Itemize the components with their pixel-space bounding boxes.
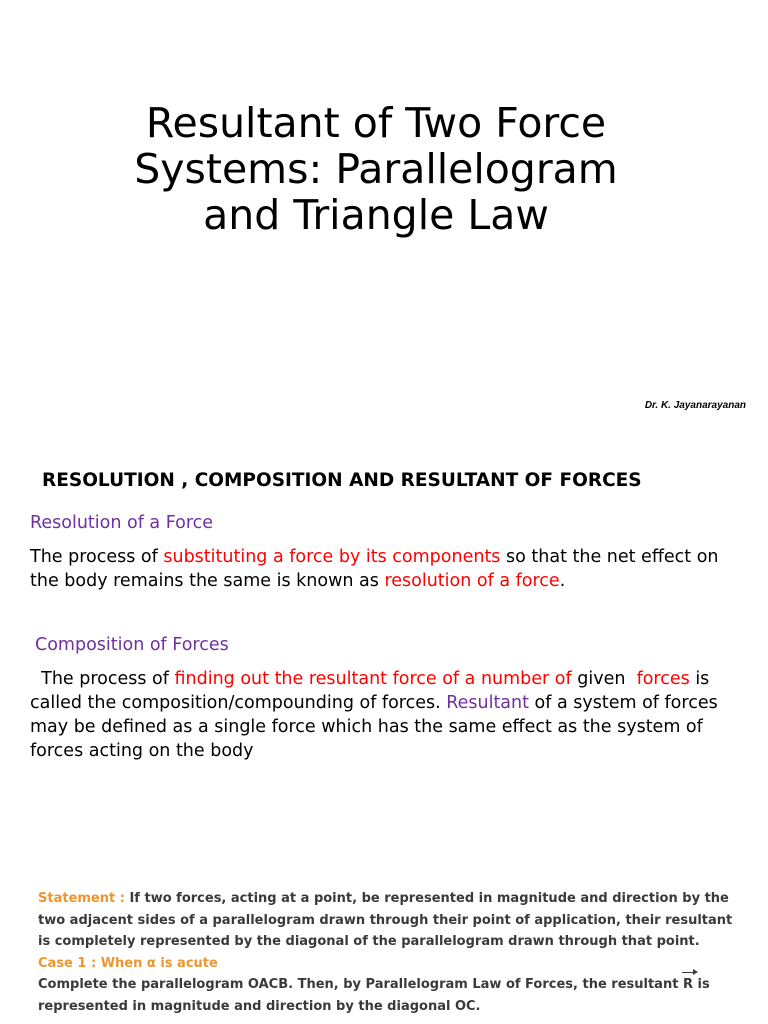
statement-text: If two forces, acting at a point, be represented in magnitude and direction by the two adjacent sides of a parallelogram drawn through their point of application, their resultant is completely represented by the diagonal of the parallelogram drawn through that point. [38, 891, 733, 949]
title-line-2: Systems: Parallelogram [134, 145, 618, 193]
composition-highlight-3: Resultant [446, 693, 529, 713]
vector-r-symbol: R [683, 974, 693, 996]
resolution-text-3: . [559, 571, 566, 591]
resolution-paragraph [30, 545, 750, 593]
composition-highlight-2: forces [636, 669, 690, 689]
composition-text-3: is called the composition/compounding of forces. [30, 669, 710, 713]
parallelogram-law-excerpt [38, 888, 738, 1024]
composition-text-2: given [571, 669, 637, 689]
law-statement [38, 888, 738, 953]
section-heading: RESOLUTION , COMPOSITION AND RESULTANT OF FORCES [42, 470, 642, 491]
law-complete-text [38, 974, 738, 1017]
resolution-title: Resolution of a Force [30, 513, 214, 533]
resolution-highlight-2: resolution of a force [384, 571, 560, 591]
resolution-text-1: The process of [30, 547, 164, 567]
slide-title [0, 100, 752, 238]
case-label: Case 1 : When α is acute [38, 955, 218, 971]
author-name: Dr. K. Jayanarayanan [644, 400, 746, 411]
composition-text-4: of a system of forces may be defined as a single force which has the same effect as the system of forces acting on the body [30, 693, 718, 761]
composition-highlight-1: finding out the resultant force of a number of [174, 669, 572, 689]
composition-text-1: The process of [30, 669, 175, 689]
composition-title: Composition of Forces [35, 635, 229, 655]
title-line-3: and Triangle Law [203, 191, 549, 239]
composition-paragraph [30, 667, 750, 763]
title-line-1: Resultant of Two Force [145, 99, 607, 147]
complete-text-1: Complete the parallelogram OACB. Then, by Parallelogram Law of Forces, the resultant [38, 977, 683, 992]
resolution-text-2: so that the net effect on the body remains the same is known as [30, 547, 719, 591]
complete-text-2: is represented in magnitude and direction by the diagonal OC. [38, 977, 710, 1014]
statement-label: Statement : [38, 891, 130, 906]
resolution-highlight-1: substituting a force by its components [163, 547, 501, 567]
